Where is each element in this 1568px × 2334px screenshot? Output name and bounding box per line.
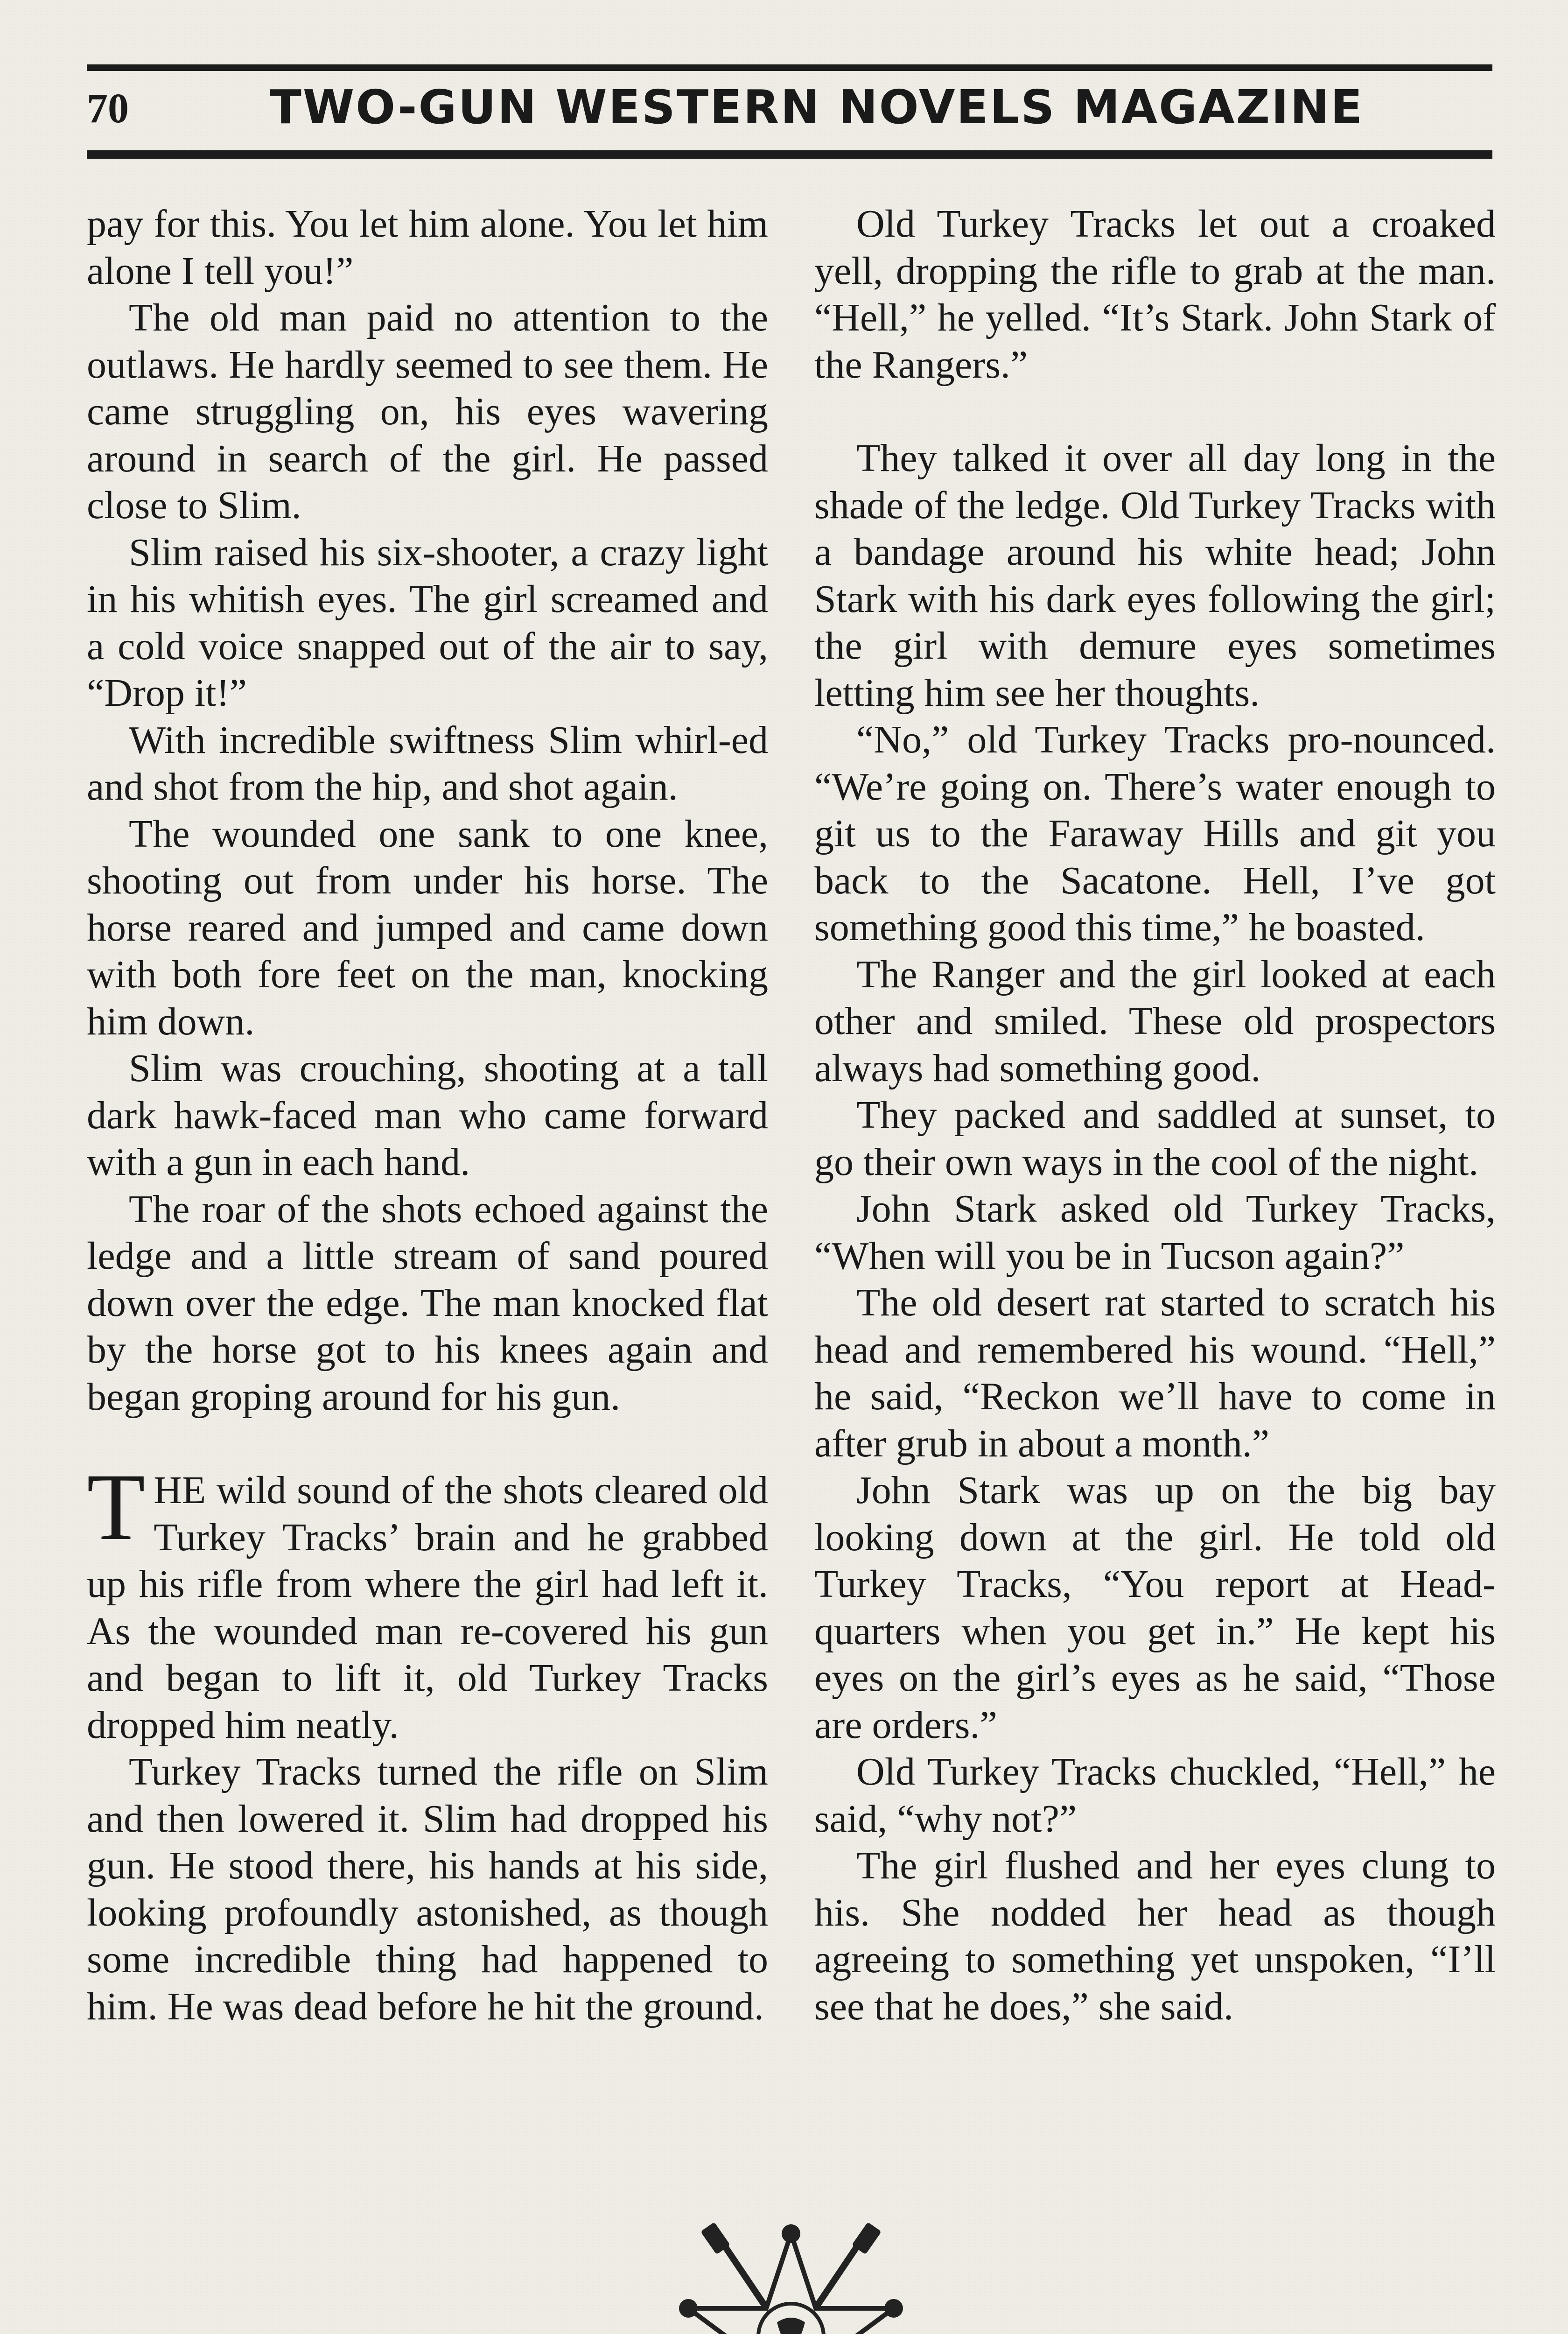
paragraph: “No,” old Turkey Tracks pro-nounced. “We’re going on. There’s water enough to git us to the Faraway Hills and git you back to the Sacatone. Hell, I’ve got something good this time,” he boasted. [814, 718, 1496, 949]
crossed-rifles-star-icon [660, 2215, 922, 2334]
paragraph: The Ranger and the girl looked at each other and smiled. These old prospectors always had something good. [814, 952, 1496, 1090]
paragraph: Turkey Tracks turned the rifle on Slim and then lowered it. Slim had dropped his gun. He stood there, his hands at his side, looking profoundly astonished, as though some incredible thing had happened to him. He was dead before he hit the ground. [87, 1750, 768, 2028]
header-rule-bottom [87, 150, 1492, 159]
paragraph: The roar of the shots echoed against the ledge and a little stream of sand poured down over the edge. The man knocked flat by the horse got to his knees again and began groping around for his gun. [87, 1187, 768, 1419]
paragraph: With incredible swiftness Slim whirl-ed and shot from the hip, and shot again. [87, 718, 768, 808]
section-opening-paragraph [87, 1454, 768, 1749]
paragraph: The wounded one sank to one knee, shooting out from under his horse. The horse reared and jumped and came down with both fore feet on the man, knocking him down. [87, 812, 768, 1043]
paragraph: The old man paid no attention to the outlaws. He hardly seemed to see them. He came struggling on, his eyes wavering around in search of the girl. He passed close to Slim. [87, 296, 768, 527]
right-column [814, 201, 1496, 2030]
paragraph: Slim was crouching, shooting at a tall dark hawk-faced man who came forward with a gun in each hand. [87, 1047, 768, 1184]
left-column [87, 201, 768, 2030]
paragraph: Slim raised his six-shooter, a crazy light in his whitish eyes. The girl screamed and a cold voice snapped out of the air to say, “Drop it!” [87, 530, 768, 715]
paragraph: John Stark was up on the big bay looking down at the girl. He told old Turkey Tracks, “You report at Head-quarters when you get in.” He kept his eyes on the girl’s eyes as he said, “Those are orders.” [814, 1469, 1496, 1747]
paragraph: John Stark asked old Turkey Tracks, “When will you be in Tucson again?” [814, 1187, 1496, 1278]
magazine-title: TWO-GUN WESTERN NOVELS MAGAZINE [269, 80, 1364, 134]
paragraph: The girl flushed and her eyes clung to his. She nodded her head as though agreeing to something yet unspoken, “I’ll see that he does,” she said. [814, 1844, 1496, 2028]
paragraph: They talked it over all day long in the shade of the ledge. Old Turkey Tracks with a bandage around his white head; John Stark with his dark eyes following the girl; the girl with demure eyes sometimes letting him see her thoughts. [814, 436, 1496, 715]
paragraph: The old desert rat started to scratch his head and remembered his wound. “Hell,” he said, “Reckon we’ll have to come in after grub in about a month.” [814, 1281, 1496, 1465]
paragraph: pay for this. You let him alone. You let him alone I tell you!” [87, 202, 768, 293]
page-number: 70 [87, 85, 129, 132]
header-rule-top [87, 64, 1492, 71]
paragraph: Old Turkey Tracks let out a croaked yell, dropping the rifle to grab at the man. “Hell,” he yelled. “It’s Stark. John Stark of the Rangers.” [814, 202, 1496, 387]
section-opening-text: HE wild sound of the shots cleared old Turkey Tracks’ brain and he grabbed up his rifle from where the girl had left it. As the wounded man re-covered his gun and began to lift it, old Turkey Tracks dropped him neatly. [87, 1469, 768, 1747]
drop-cap: T [87, 1454, 146, 1560]
paragraph: Old Turkey Tracks chuckled, “Hell,” he said, “why not?” [814, 1750, 1496, 1841]
paragraph: They packed and saddled at sunset, to go their own ways in the cool of the night. [814, 1093, 1496, 1184]
